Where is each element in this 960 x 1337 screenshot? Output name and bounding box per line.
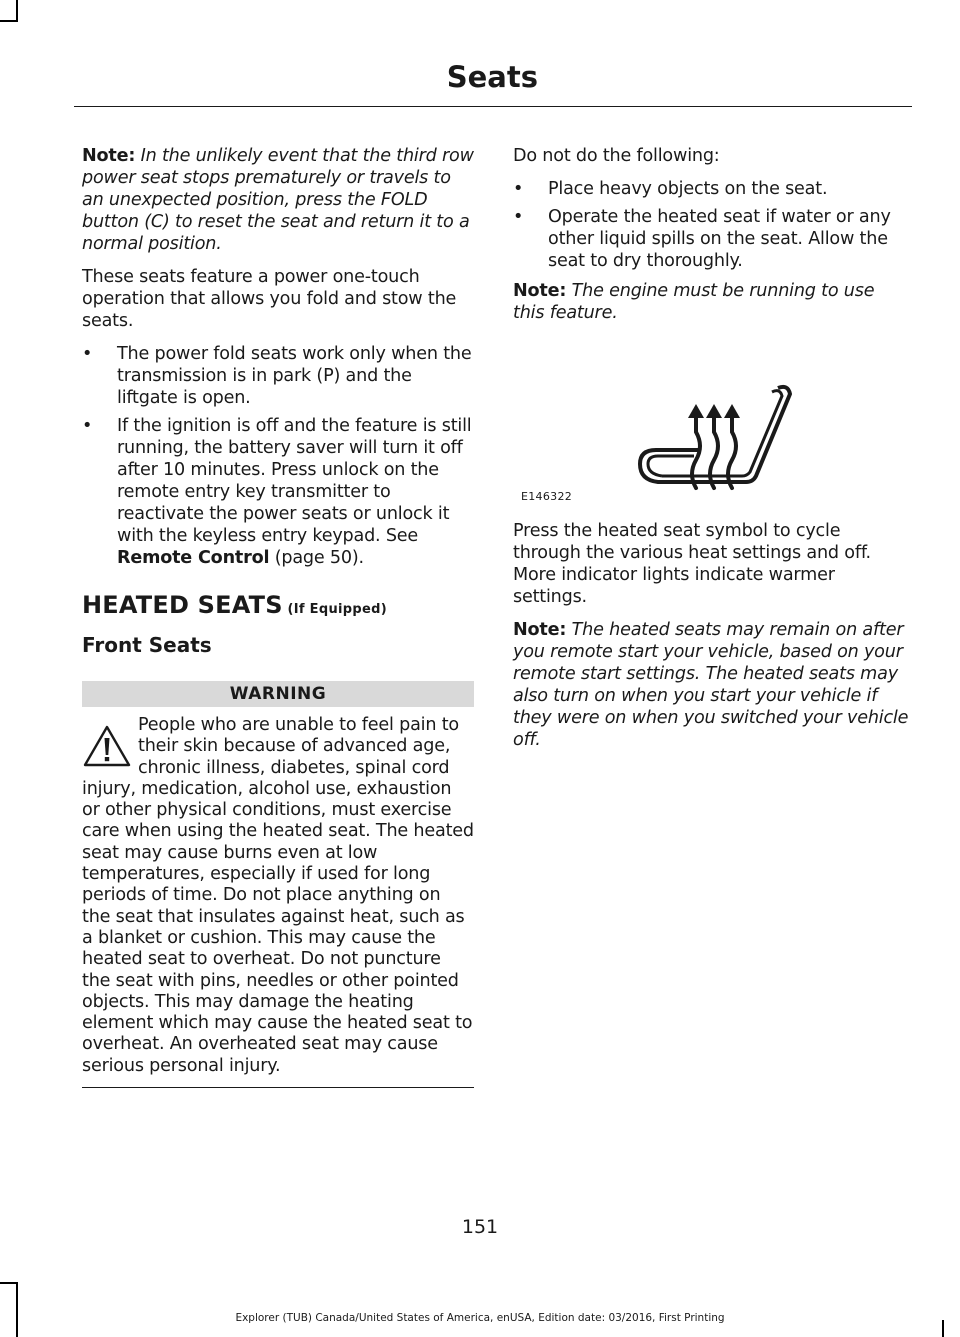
crop-mark-bottom-left-vertical bbox=[16, 1282, 18, 1337]
section-heading bbox=[82, 591, 474, 619]
list-item bbox=[513, 178, 911, 200]
subsection-heading: Front Seats bbox=[82, 633, 212, 657]
list-item-text: The power fold seats work only when the transmission is in park (P) and the liftgate is open. bbox=[117, 344, 472, 408]
bullet-icon: • bbox=[82, 416, 93, 436]
note-label: Note: bbox=[513, 620, 567, 640]
intro-paragraph: Do not do the following: bbox=[513, 146, 720, 166]
section-heading-text: HEATED SEATS bbox=[82, 591, 283, 619]
crop-mark-top-left-horizontal bbox=[0, 20, 18, 22]
list-item-text: Place heavy objects on the seat. bbox=[548, 179, 828, 199]
footer-text: Explorer (TUB) Canada/United States of America, enUSA, Edition date: 03/2016, First Printing bbox=[235, 1312, 725, 1324]
page-number: 151 bbox=[461, 1216, 499, 1238]
bullet-list bbox=[82, 343, 474, 569]
list-item bbox=[82, 343, 474, 409]
right-column bbox=[513, 145, 911, 762]
page-title: Seats bbox=[446, 60, 538, 94]
instruction-paragraph: Press the heated seat symbol to cycle through the various heat settings and off. More indicator lights indicate warmer settings. bbox=[513, 521, 871, 607]
intro-paragraph: These seats feature a power one-touch operation that allows you fold and stow the seats. bbox=[82, 267, 457, 331]
note-label: Note: bbox=[82, 146, 136, 166]
warning-box bbox=[82, 715, 474, 1088]
left-column bbox=[82, 145, 474, 1088]
warning-title: WARNING bbox=[82, 681, 474, 707]
heated-seat-icon bbox=[628, 376, 798, 496]
warning-triangle-icon bbox=[82, 723, 132, 769]
warning-text: People who are unable to feel pain to their skin because of advanced age, chronic illness, diabetes, spinal cord injury, medication, alcohol use, exhaustion or other physical conditions, must exercise care when using the heated seat. The heated seat may cause burns even at low temperatures, especially if used for long periods of time. Do not place anything on the seat that insulates against heat, such as a blanket or cushion. This may cause the heated seat to overheat. Do not puncture the seat with pins, needles or other pointed objects. This may damage the heating element which may cause the heated seat to overheat. An overheated seat may cause serious personal injury. bbox=[82, 715, 474, 1076]
crop-mark-bottom-left-horizontal bbox=[0, 1282, 18, 1284]
warning-end-rule bbox=[82, 1087, 474, 1088]
list-item-text: Operate the heated seat if water or any other liquid spills on the seat. Allow the seat to dry thoroughly. bbox=[548, 207, 891, 271]
cross-reference-page: (page 50). bbox=[269, 548, 364, 568]
bullet-icon: • bbox=[82, 344, 93, 364]
note-text: The engine must be running to use this feature. bbox=[513, 281, 875, 323]
note-paragraph bbox=[82, 145, 474, 255]
note-text: The heated seats may remain on after you remote start your vehicle, based on your remote start settings. The heated seats may also turn on when you start your vehicle if they were on when you switched your vehicle off. bbox=[513, 620, 909, 750]
cross-reference-link[interactable]: Remote Control bbox=[117, 548, 270, 568]
list-item-text: If the ignition is off and the feature is still running, the battery saver will turn it off after 10 minutes. Press unlock on the remote entry key transmitter to reactivate the power seats or unlock it with the keyless entry keypad. See bbox=[117, 416, 472, 546]
crop-mark-top-left-vertical bbox=[16, 0, 18, 22]
list-item bbox=[513, 206, 911, 272]
header-rule bbox=[74, 106, 912, 107]
bullet-list bbox=[513, 178, 911, 272]
list-item bbox=[82, 415, 474, 569]
bullet-icon: • bbox=[513, 179, 524, 199]
note-label: Note: bbox=[513, 281, 567, 301]
section-heading-qualifier: (If Equipped) bbox=[282, 602, 387, 617]
note-paragraph bbox=[513, 619, 911, 751]
note-paragraph bbox=[513, 280, 911, 324]
figure-id: E146322 bbox=[521, 490, 573, 503]
heated-seat-figure bbox=[513, 338, 911, 508]
note-text: In the unlikely event that the third row power seat stops prematurely or travels to an unexpected position, press the FOLD button (C) to reset the seat and return it to a normal position. bbox=[82, 146, 474, 254]
bullet-icon: • bbox=[513, 207, 524, 227]
